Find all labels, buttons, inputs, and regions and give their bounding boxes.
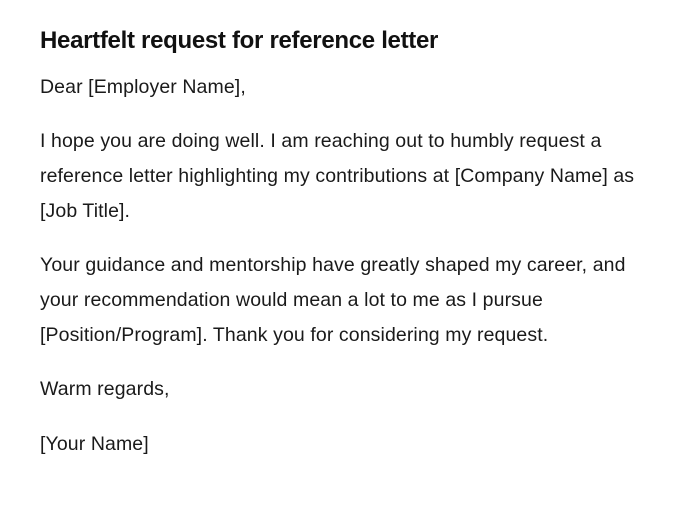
letter-salutation: Dear [Employer Name], xyxy=(40,76,246,98)
letter-closing: Warm regards, xyxy=(40,378,170,400)
letter-signature: [Your Name] xyxy=(40,433,149,455)
letter-document xyxy=(40,24,650,462)
letter-paragraph-request: I hope you are doing well. I am reaching out to humbly request a reference letter highlighting my contributions at [Company Name] as [Job Title]. xyxy=(40,130,635,222)
letter-title: Heartfelt request for reference letter xyxy=(40,27,439,54)
letter-paragraph-gratitude: Your guidance and mentorship have greatly shaped my career, and your recommendation would mean a lot to me as I pursue [Position/Program]. Thank you for considering my request. xyxy=(40,254,626,346)
